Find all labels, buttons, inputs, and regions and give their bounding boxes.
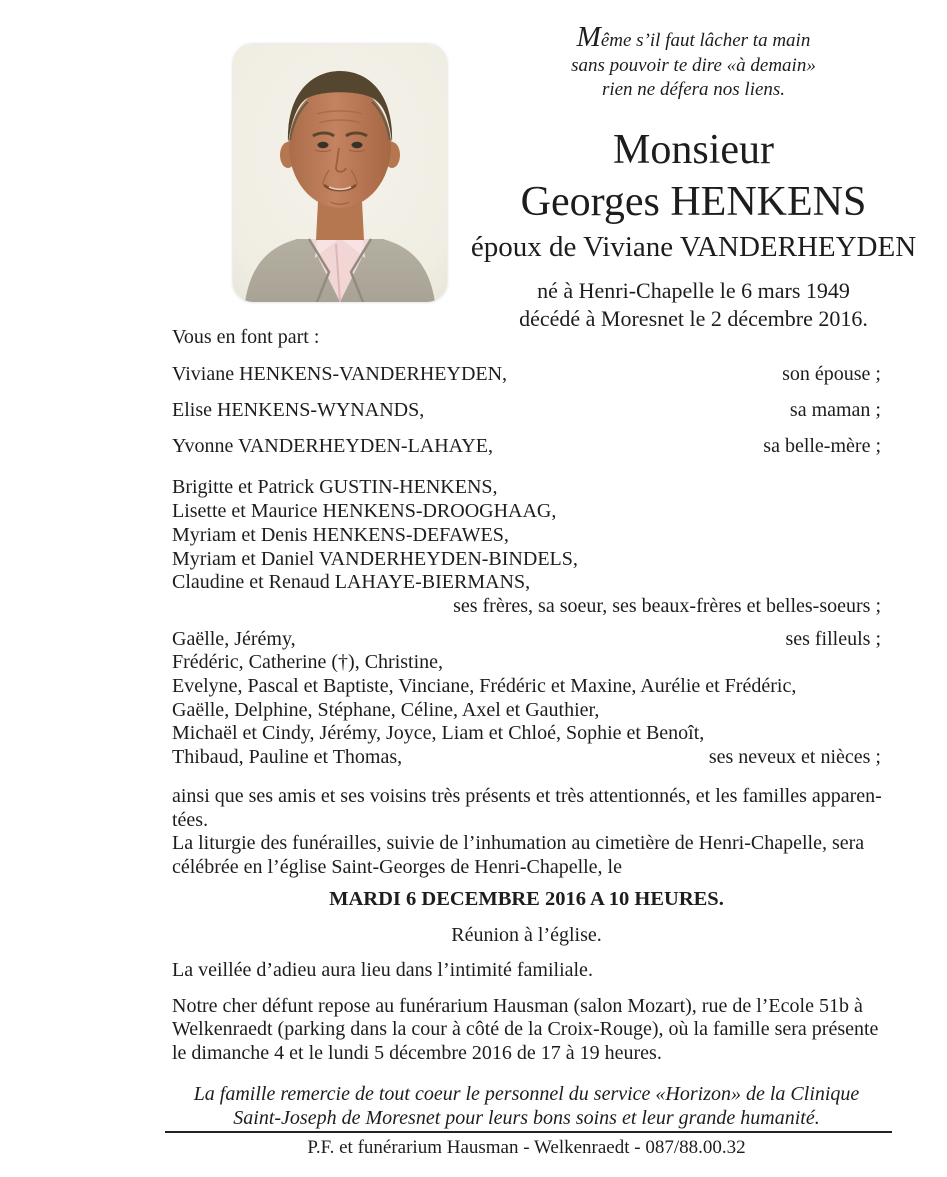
liturgy-line: La liturgie des funérailles, suivie de l’inhumation au cimetière de Henri-Chapelle, sera: [172, 832, 865, 855]
ceremony-date: MARDI 6 DECEMBRE 2016 A 10 HEURES.: [329, 887, 724, 910]
thanks-paragraph: [172, 1083, 881, 1130]
family-names: Elise HENKENS-WYNANDS,: [172, 398, 425, 421]
spouse-line: époux de Viviane VANDERHEYDEN: [470, 230, 917, 263]
dates-block: [440, 277, 947, 333]
repose-line: le dimanche 4 et le lundi 5 décembre 2016 de 17 à 19 heures.: [172, 1042, 662, 1065]
deceased-salutation: Monsieur: [613, 126, 774, 173]
portrait-illustration: [233, 44, 447, 302]
godchildren-relation: ses filleuls ;: [785, 627, 881, 650]
death-line: décédé à Moresnet le 2 décembre 2016.: [519, 305, 868, 331]
repose-line: Welkenraedt (parking dans la cour à côté de la Croix-Rouge), où la famille sera présente: [172, 1018, 879, 1041]
family-names: Viviane HENKENS-VANDERHEYDEN,: [172, 362, 508, 385]
thanks-line: La famille remercie de tout coeur le personnel du service «Horizon» de la Clinique: [193, 1082, 860, 1105]
nephews-last-row: [172, 746, 881, 770]
portrait-photo: [233, 44, 447, 302]
family-names: Yvonne VANDERHEYDEN-LAHAYE,: [172, 434, 493, 457]
vigil-line: La veillée d’adieu aura lieu dans l’intimité familiale.: [172, 959, 593, 982]
sibling-line: Brigitte et Patrick GUSTIN-HENKENS,: [172, 476, 498, 499]
friends-line: ainsi que ses amis et ses voisins très présents et très attentionnés, et les familles apparen-: [172, 784, 882, 807]
meeting-line: Réunion à l’église.: [451, 924, 602, 947]
thanks-line: Saint-Joseph de Moresnet pour leurs bons soins et leur grande humanité.: [233, 1106, 820, 1129]
intro-line: Vous en font part :: [172, 326, 320, 348]
epigraph: [440, 21, 947, 103]
sibling-line: Lisette et Maurice HENKENS-DROOGHAAG,: [172, 500, 557, 523]
epigraph-line-1: [440, 21, 947, 54]
sibling-line: Myriam et Denis HENKENS-DEFAWES,: [172, 523, 509, 546]
family-row-mother: [172, 399, 881, 423]
liturgy-paragraph: [172, 832, 881, 879]
family-relation: son épouse ;: [782, 362, 881, 385]
nephews-relation: ses neveux et nièces ;: [708, 746, 881, 769]
deceased-title-block: [440, 124, 947, 228]
sibling-line: Myriam et Daniel VANDERHEYDEN-BINDELS,: [172, 547, 578, 570]
nephew-line: Evelyne, Pascal et Baptiste, Vinciane, Frédéric et Maxine, Aurélie et Frédéric,: [172, 675, 797, 698]
repose-paragraph: [172, 995, 881, 1066]
epigraph-line-3: rien ne défera nos liens.: [601, 79, 786, 100]
friends-line: tées.: [172, 808, 209, 831]
epigraph-line-1-rest: ême s’il faut lâcher ta main: [600, 30, 811, 51]
sibling-line: Claudine et Renaud LAHAYE-BIERMANS,: [172, 571, 531, 594]
repose-line: Notre cher défunt repose au funérarium Hausman (salon Mozart), rue de l’Ecole 51b à: [172, 994, 863, 1017]
siblings-relation: ses frères, sa soeur, ses beaux-frères et belles-soeurs ;: [453, 594, 881, 617]
nephew-line: Gaëlle, Delphine, Stéphane, Céline, Axel et Gauthier,: [172, 698, 600, 721]
epigraph-initial: M: [576, 21, 601, 53]
footer-rule: [165, 1131, 892, 1133]
family-relation: sa maman ;: [789, 398, 881, 421]
godchildren-names: Gaëlle, Jérémy,: [172, 627, 296, 650]
announcement-body: [172, 326, 881, 1160]
nephew-line: Frédéric, Catherine (†), Christine,: [172, 651, 444, 674]
nephew-line: Michaël et Cindy, Jérémy, Joyce, Liam et Chloé, Sophie et Benoît,: [172, 722, 705, 745]
epigraph-line-2: sans pouvoir te dire «à demain»: [571, 54, 816, 76]
nephew-last-names: Thibaud, Pauline et Thomas,: [172, 746, 403, 769]
siblings-block: [172, 476, 881, 618]
birth-line: né à Henri-Chapelle le 6 mars 1949: [537, 277, 850, 303]
family-row-mother-in-law: [172, 435, 881, 459]
nieces-nephews-block: [172, 651, 881, 770]
friends-paragraph: [172, 785, 881, 832]
family-row-spouse: [172, 363, 881, 387]
godchildren-row: [172, 628, 881, 652]
header-column: [440, 21, 947, 333]
liturgy-line: célébrée en l’église Saint-Georges de Henri-Chapelle, le: [172, 855, 622, 878]
family-relation: sa belle-mère ;: [763, 434, 881, 457]
deceased-name: Georges HENKENS: [520, 178, 867, 225]
footer-text: P.F. et funérarium Hausman - Welkenraedt - 087/88.00.32: [307, 1137, 746, 1159]
